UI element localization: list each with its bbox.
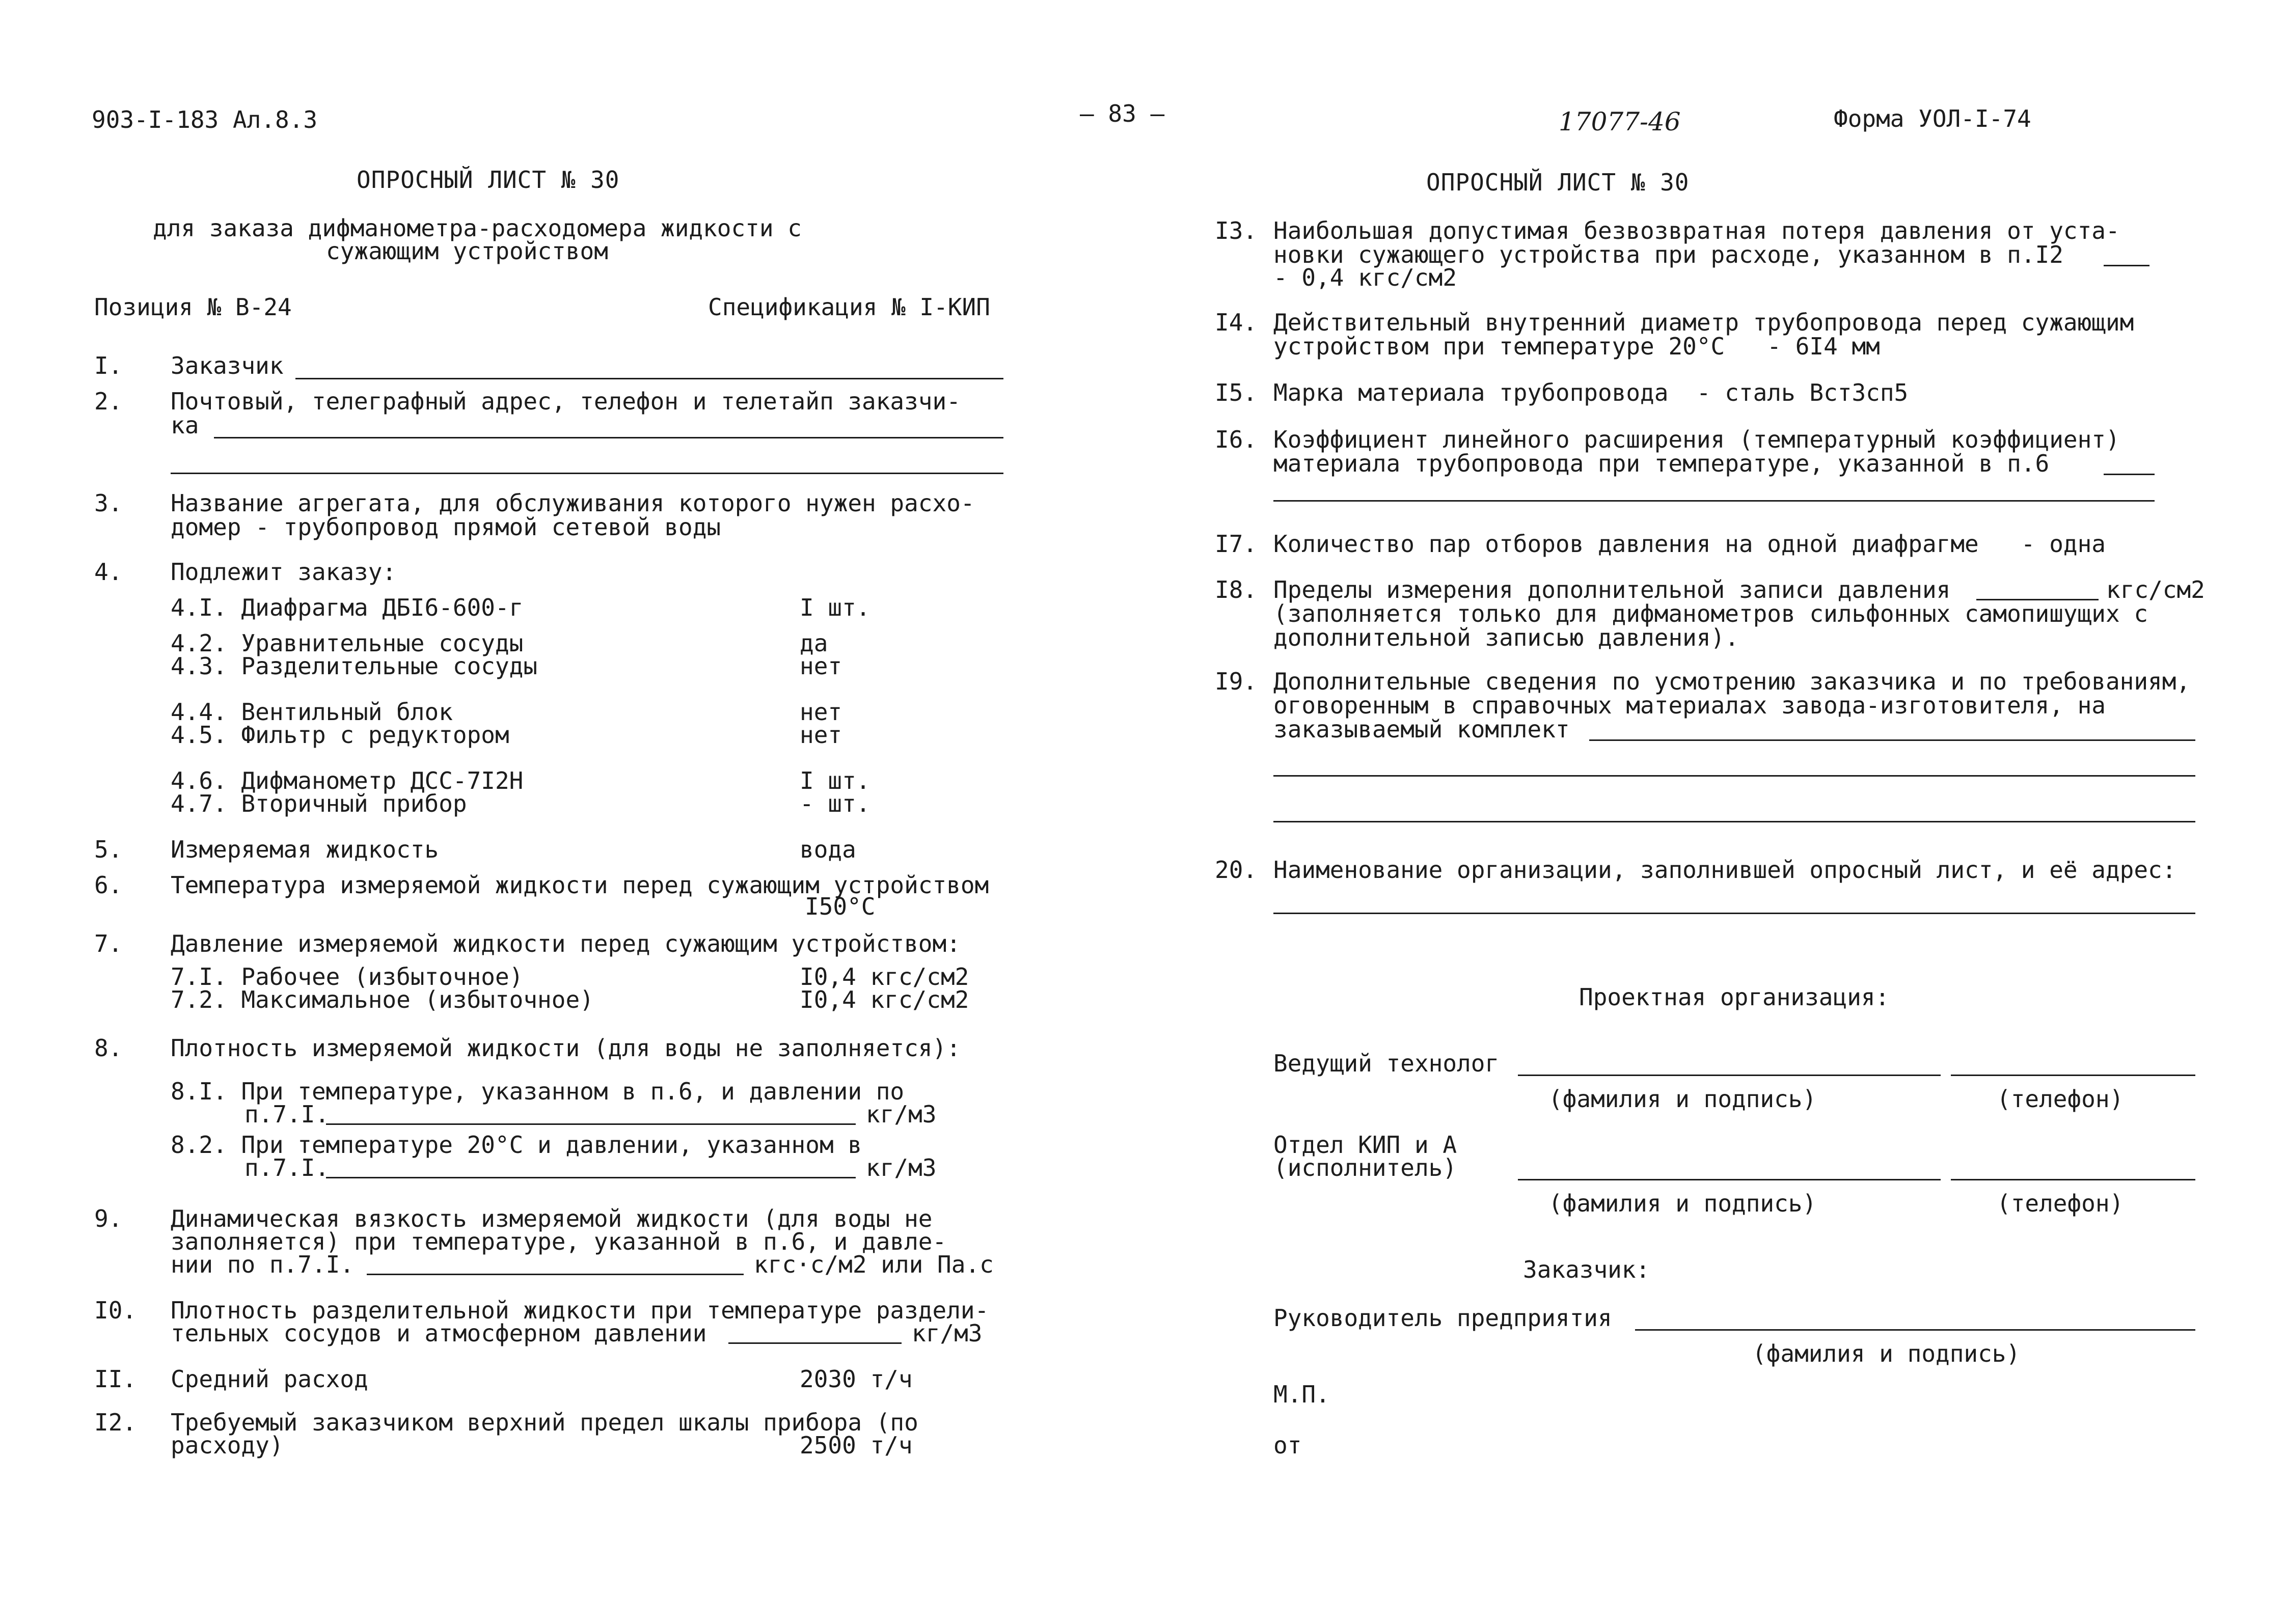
item-19-fill-line: [1589, 739, 2195, 741]
item-6-number: 6.: [94, 871, 123, 899]
item-8-1-line-2: п.7.I.: [244, 1100, 330, 1128]
item-1-fill-line: [295, 378, 1003, 379]
item-19-number: I9.: [1215, 668, 1258, 695]
item-2-line-2: ка: [171, 411, 199, 439]
item-12-value: 2500 т/ч: [800, 1432, 913, 1459]
item-11-number: II.: [94, 1365, 137, 1393]
item-12-line-2: расходу): [171, 1432, 284, 1459]
item-4-1-label: 4.I. Диафрагма ДБI6-600-г: [171, 594, 524, 621]
item-4-6-value: I шт.: [800, 767, 870, 794]
item-10-unit: кг/м3: [912, 1319, 983, 1347]
item-8-2-line-1: 8.2. При температуре 20°С и давлении, указанном в: [171, 1131, 862, 1159]
item-3-line-1: Название агрегата, для обслуживания которого нужен расхо-: [171, 489, 975, 517]
item-5-label: Измеряемая жидкость: [171, 836, 439, 863]
item-13-fill-line: [2104, 265, 2149, 266]
item-10-fill-line: [728, 1342, 902, 1344]
lead-technologist-label: Ведущий технолог: [1273, 1050, 1500, 1077]
item-20-number: 20.: [1215, 856, 1258, 884]
item-4-4-label: 4.4. Вентильный блок: [171, 698, 453, 726]
item-19-fill-line-3: [1273, 821, 2195, 822]
item-15-label: Марка материала трубопровода - сталь ВстЗсп5: [1273, 379, 1909, 406]
item-16-fill-line-2: [1273, 500, 2155, 502]
item-4-label: Подлежит заказу:: [171, 558, 397, 586]
item-1-label: Заказчик: [171, 352, 284, 379]
item-4-7-label: 4.7. Вторичный прибор: [171, 790, 467, 817]
kip-name-caption: (фамилия и подпись): [1548, 1190, 1817, 1217]
item-8-1-unit: кг/м3: [866, 1100, 937, 1128]
item-7-label: Давление измеряемой жидкости перед сужающим устройством:: [171, 930, 961, 957]
item-7-1-label: 7.I. Рабочее (избыточное): [171, 963, 524, 990]
item-9-line-3: нии по п.7.I.: [171, 1251, 355, 1278]
customer-heading: Заказчик:: [1523, 1256, 1650, 1283]
item-5-value: вода: [800, 836, 856, 863]
page-number: — 83 —: [1080, 100, 1165, 127]
item-2-number: 2.: [94, 388, 123, 415]
item-4-2-label: 4.2. Уравнительные сосуды: [171, 629, 524, 657]
item-2-fill-line: [214, 437, 1003, 438]
item-18-number: I8.: [1215, 576, 1258, 603]
item-7-1-value: I0,4 кгс/см2: [800, 963, 969, 990]
item-13-line-2: новки сужающего устройства при расходе, указанном в п.I2: [1273, 241, 2063, 268]
item-6-value: I50°С: [805, 893, 876, 920]
specification-number: Спецификация № I-КИП: [708, 293, 990, 321]
position-number: Позиция № В-24: [94, 293, 292, 321]
kip-phone-line: [1951, 1179, 2195, 1180]
item-17-label: Количество пар отборов давления на одной диафрагме - одна: [1273, 530, 2106, 558]
item-7-number: 7.: [94, 930, 123, 957]
item-9-fill-line: [367, 1274, 744, 1275]
item-8-1-line-1: 8.I. При температуре, указанном в п.6, и давлении по: [171, 1078, 905, 1105]
item-13-number: I3.: [1215, 217, 1258, 244]
item-1-number: I.: [94, 352, 123, 379]
item-2-fill-line-2: [171, 473, 1003, 474]
left-title: ОПРОСНЫЙ ЛИСТ № 30: [357, 166, 620, 194]
item-10-number: I0.: [94, 1297, 137, 1324]
item-4-5-value: нет: [800, 721, 842, 749]
kip-department-label: Отдел КИП и А: [1273, 1131, 1457, 1159]
item-16-number: I6.: [1215, 426, 1258, 453]
item-13-line-3: - 0,4 кгс/см2: [1273, 264, 1457, 291]
item-9-line-1: Динамическая вязкость измеряемой жидкости (для воды не: [171, 1205, 933, 1232]
kip-name-line: [1518, 1179, 1941, 1180]
item-17-number: I7.: [1215, 530, 1258, 558]
item-19-line-2: оговоренным в справочных материалах завода-изготовителя, на: [1273, 692, 2106, 719]
lead-technologist-phone-line: [1951, 1075, 2195, 1076]
item-4-5-label: 4.5. Фильтр с редуктором: [171, 721, 509, 749]
lead-technologist-name-caption: (фамилия и подпись): [1548, 1085, 1817, 1113]
item-14-line-1: Действительный внутренний диаметр трубопровода перед сужающим: [1273, 309, 2134, 336]
item-4-1-value: I шт.: [800, 594, 870, 621]
document-code: 903-I-183 Ал.8.3: [92, 106, 318, 133]
handwritten-code: 17077-46: [1559, 107, 1681, 136]
item-2-line-1: Почтовый, телеграфный адрес, телефон и телетайп заказчи-: [171, 388, 961, 415]
item-20-fill-line: [1273, 913, 2195, 914]
item-9-number: 9.: [94, 1205, 123, 1232]
item-8-number: 8.: [94, 1034, 123, 1062]
item-4-4-value: нет: [800, 698, 842, 726]
form-code: Форма УОЛ-I-74: [1834, 105, 2031, 132]
item-12-line-1: Требуемый заказчиком верхний предел шкалы прибора (по: [171, 1409, 918, 1436]
item-15-number: I5.: [1215, 379, 1258, 406]
kip-executor-label: (исполнитель): [1273, 1154, 1457, 1181]
item-5-number: 5.: [94, 836, 123, 863]
item-12-number: I2.: [94, 1409, 137, 1436]
item-4-3-value: нет: [800, 652, 842, 680]
item-8-2-unit: кг/м3: [866, 1154, 937, 1181]
item-16-line-2: материала трубопровода при температуре, указанной в п.6: [1273, 450, 2050, 477]
item-16-fill-line: [2104, 474, 2155, 475]
item-16-line-1: Коэффициент линейного расширения (температурный коэффициент): [1273, 426, 2120, 453]
item-4-7-value: - шт.: [800, 790, 870, 817]
right-title: ОПРОСНЫЙ ЛИСТ № 30: [1426, 169, 1690, 196]
item-18-unit: кгс/см2: [2106, 576, 2205, 603]
item-6-label: Температура измеряемой жидкости перед сужающим устройством: [171, 871, 989, 899]
item-8-2-line-2: п.7.I.: [244, 1154, 330, 1181]
item-11-value: 2030 т/ч: [800, 1365, 913, 1393]
item-9-line-2: заполняется) при температуре, указанной в п.6, и давле-: [171, 1228, 947, 1255]
item-19-line-1: Дополнительные сведения по усмотрению заказчика и по требованиям,: [1273, 668, 2191, 695]
lead-technologist-name-line: [1518, 1075, 1941, 1076]
item-7-2-label: 7.2. Максимальное (избыточное): [171, 986, 594, 1013]
item-20-label: Наименование организации, заполнившей опросный лист, и её адрес:: [1273, 856, 2176, 884]
item-11-label: Средний расход: [171, 1365, 368, 1393]
enterprise-head-name-caption: (фамилия и подпись): [1752, 1340, 2021, 1367]
item-19-line-3: заказываемый комплект: [1273, 715, 1570, 743]
item-14-line-2: устройством при температуре 20°С - 6I4 мм: [1273, 333, 1880, 360]
item-14-number: I4.: [1215, 309, 1258, 336]
item-8-1-fill-line: [326, 1123, 856, 1125]
date-from-label: от: [1273, 1432, 1302, 1459]
kip-phone-caption: (телефон): [1997, 1190, 2124, 1217]
item-3-line-2: домер - трубопровод прямой сетевой воды: [171, 513, 721, 541]
item-4-3-label: 4.3. Разделительные сосуды: [171, 652, 538, 680]
enterprise-head-label: Руководитель предприятия: [1273, 1304, 1612, 1332]
item-4-number: 4.: [94, 558, 123, 586]
item-3-number: 3.: [94, 489, 123, 517]
project-organization-heading: Проектная организация:: [1579, 983, 1890, 1011]
item-18-line-3: дополнительной записью давления).: [1273, 624, 1739, 651]
item-7-2-value: I0,4 кгс/см2: [800, 986, 969, 1013]
item-10-line-1: Плотность разделительной жидкости при температуре раздели-: [171, 1297, 989, 1324]
item-8-label: Плотность измеряемой жидкости (для воды не заполняется):: [171, 1034, 961, 1062]
item-10-line-2: тельных сосудов и атмосферном давлении: [171, 1319, 707, 1347]
item-18-line-1: Пределы измерения дополнительной записи давления: [1273, 576, 1951, 603]
item-19-fill-line-2: [1273, 775, 2195, 777]
item-9-unit: кгс·с/м2 или Па.с: [754, 1251, 994, 1278]
item-18-line-2: (заполняется только для дифманометров сильфонных самопишущих с: [1273, 600, 2148, 627]
enterprise-head-name-line: [1635, 1329, 2195, 1331]
left-subtitle-2: сужающим устройством: [326, 237, 608, 265]
item-4-2-value: да: [800, 629, 828, 657]
seal-place-label: М.П.: [1273, 1381, 1330, 1408]
item-13-line-1: Наибольшая допустимая безвозвратная потеря давления от уста-: [1273, 217, 2120, 244]
lead-technologist-phone-caption: (телефон): [1997, 1085, 2124, 1113]
left-subtitle-1: для заказа дифманометра-расходомера жидкости с: [153, 214, 802, 242]
item-8-2-fill-line: [326, 1177, 856, 1178]
item-4-6-label: 4.6. Дифманометр ДСС-7I2Н: [171, 767, 524, 794]
